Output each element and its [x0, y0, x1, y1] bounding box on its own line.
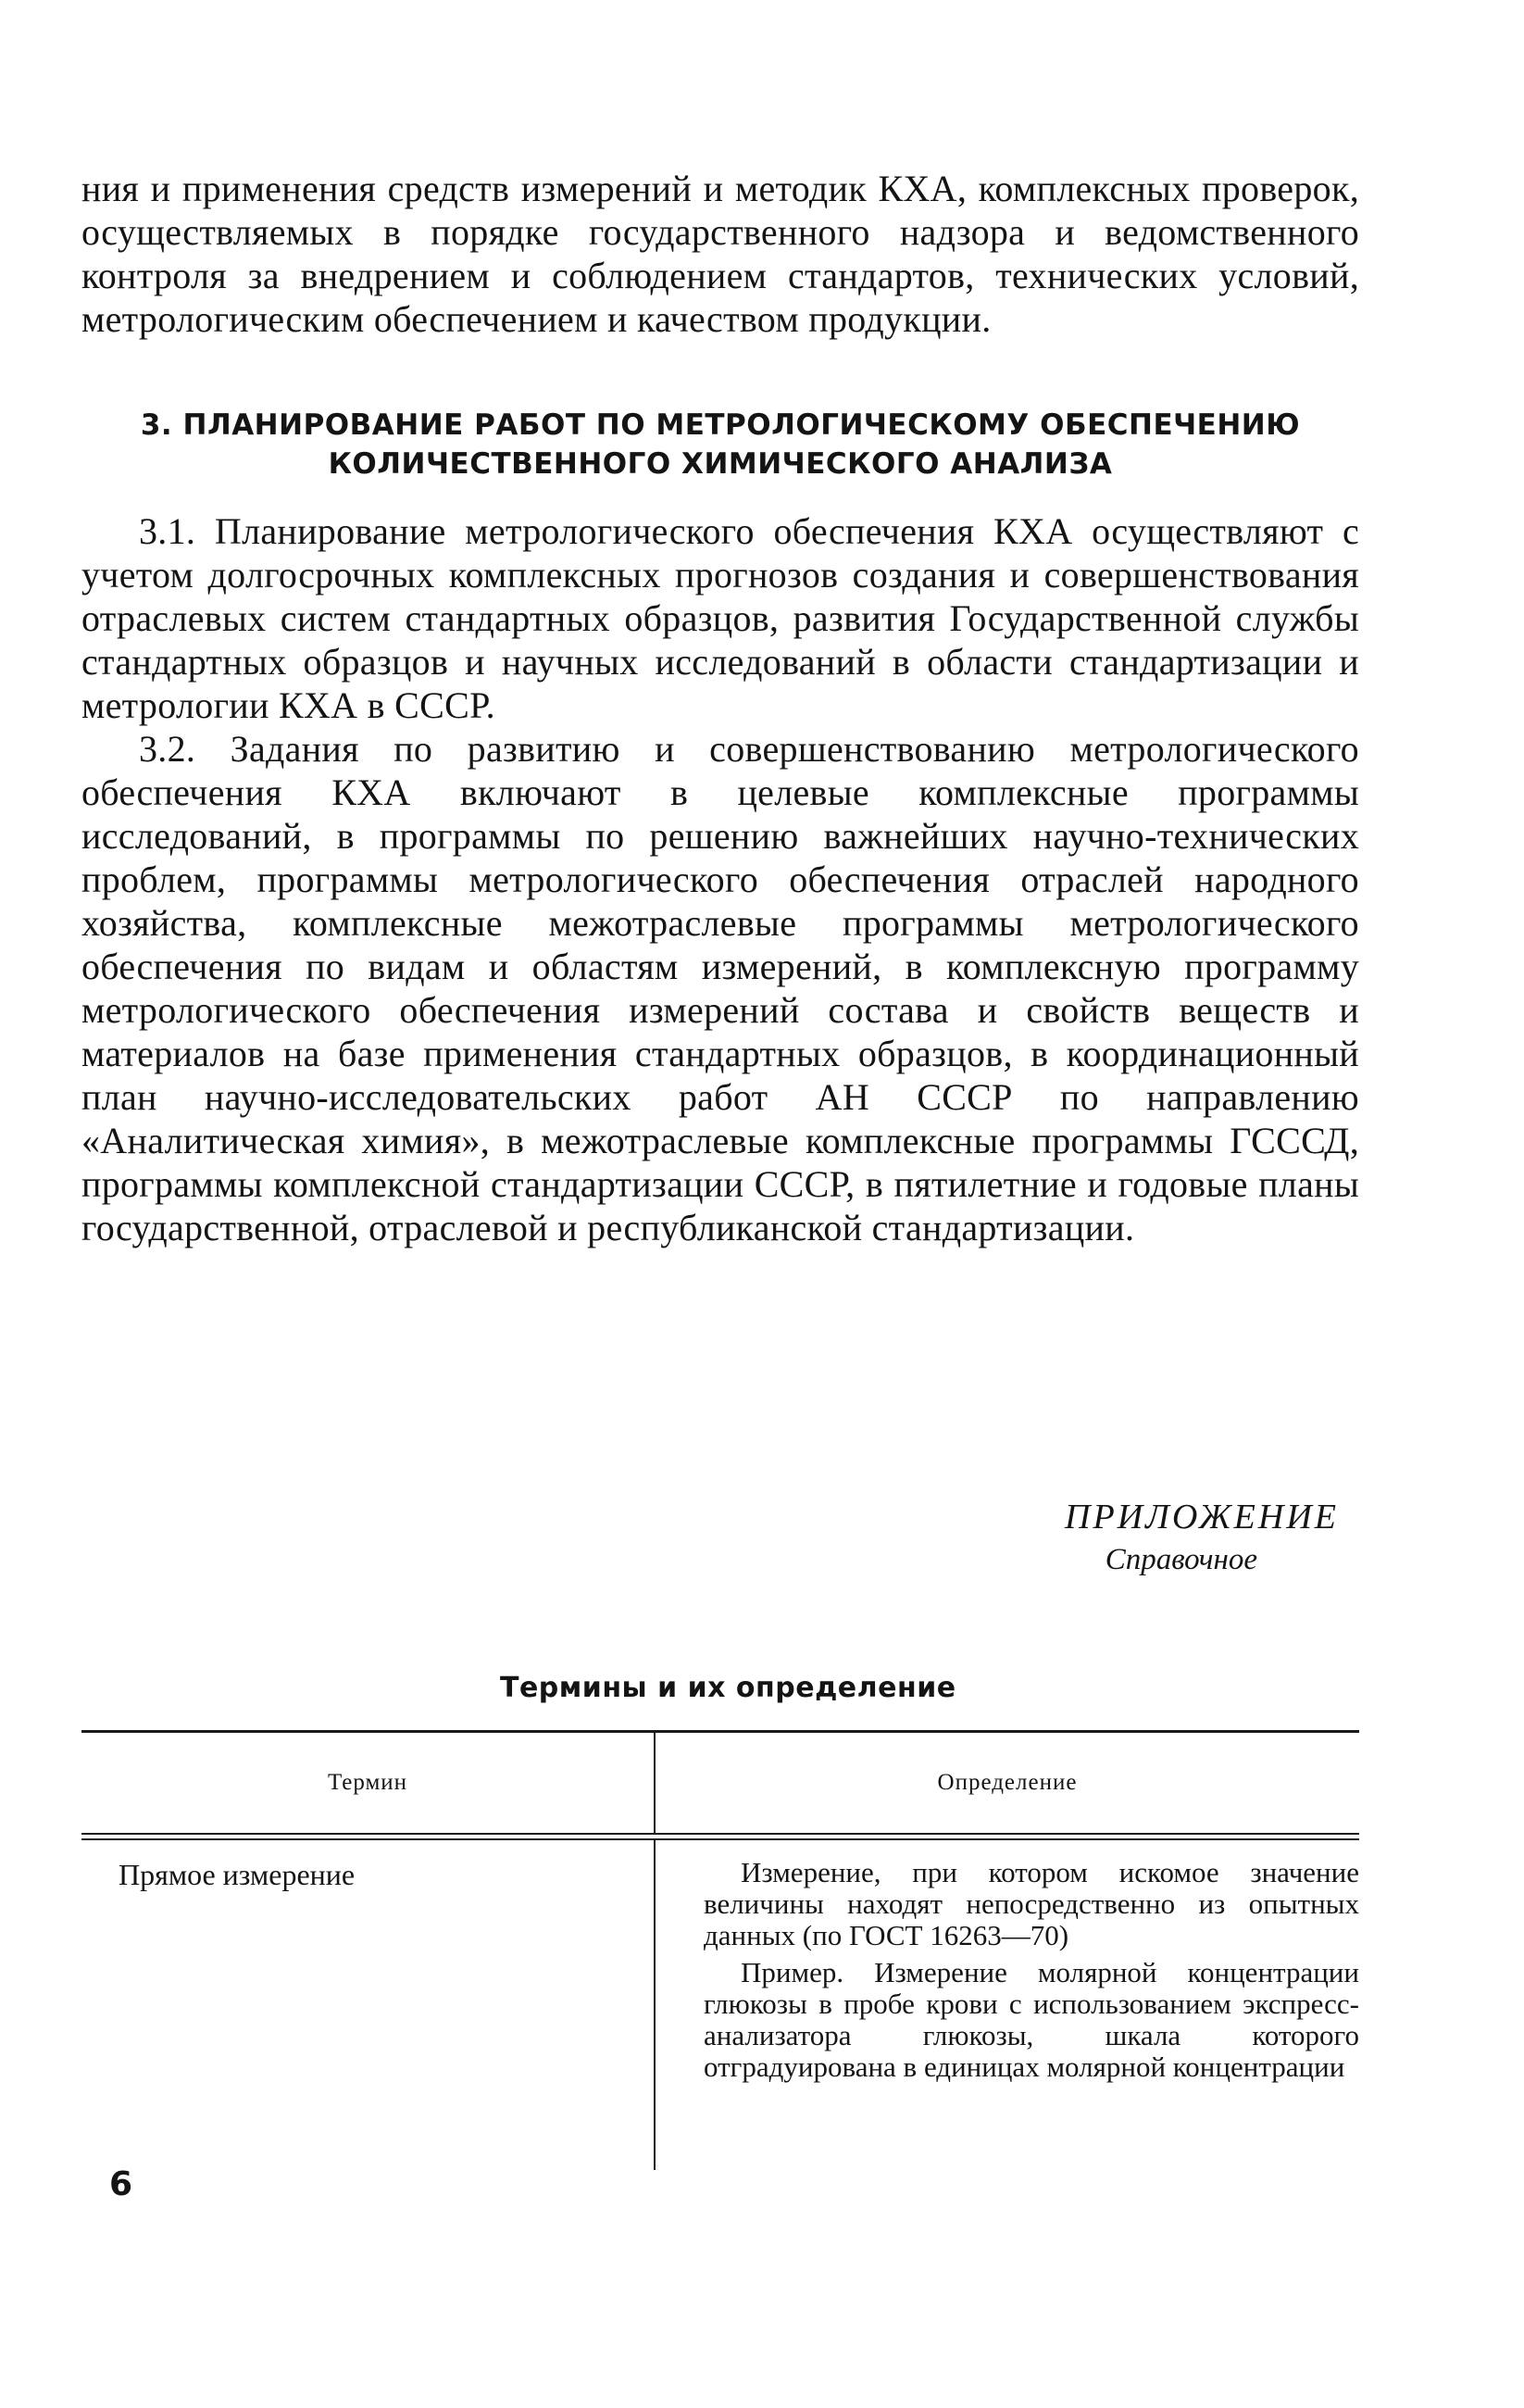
appendix-sublabel: Справочное — [1105, 1543, 1257, 1576]
terms-table — [81, 1730, 1359, 2170]
page-body — [81, 167, 1359, 1249]
section-title-line2: КОЛИЧЕСТВЕННОГО ХИМИЧЕСКОГО АНАЛИЗА — [328, 447, 1113, 481]
page-number: 6 — [109, 2165, 133, 2203]
definition-cell — [656, 1840, 1359, 2170]
table-header-row — [81, 1733, 1359, 1833]
table-title: Термины и их определение — [500, 1672, 956, 1704]
section-title — [81, 406, 1359, 483]
paragraph-3-2: 3.2. Задания по развитию и совершенствованию метрологического обеспечения КХА включают в целевые комплексные программы исследований, в программы по решению важнейших научно-технических проблем, программы метрологического обеспечения отраслей народного хозяйства, комплексные межотраслевые программы метрологического обеспечения по видам и областям измерений, в комплексную программу метрологического обеспечения измерений состава и свойств веществ и материалов на базе применения стандартных образцов, в координационный план научно-исследовательских работ АН СССР по направлению «Аналитическая химия», в межотраслевые комплексные программы ГСССД, программы комплексной стандартизации СССР, в пятилетние и годовые планы государственной, отраслевой и республиканской стандартизации. — [81, 728, 1359, 1248]
intro-paragraph: ния и применения средств измерений и методик КХА, комплексных проверок, осуществляемых в порядке государственного надзора и ведомственного контроля за внедрением и соблюдением стандартов, технических условий, метрологическим обеспечением и качеством продукции. — [81, 168, 1359, 340]
paragraph-3-1: 3.1. Планирование метрологического обеспечения КХА осуществляют с учетом долгосрочных комплексных прогнозов создания и совершенствования отраслевых систем стандартных образцов, развития Государственной службы стандартных образцов и научных исследований в области стандартизации и метрологии КХА в СССР. — [81, 510, 1359, 726]
table-row — [81, 1840, 1359, 2170]
section-title-line1: 3. ПЛАНИРОВАНИЕ РАБОТ ПО МЕТРОЛОГИЧЕСКОМУ ОБЕСПЕЧЕНИЮ — [140, 408, 1301, 442]
term-cell: Прямое измерение — [81, 1840, 656, 2170]
definition-example: Пример. Измерение молярной концентрации глюкозы в пробе крови с использованием экспресс-анализатора глюкозы, шкала которого отградуирована в единицах молярной концентрации — [704, 1956, 1359, 2083]
header-term: Термин — [81, 1733, 656, 1833]
definition-text: Измерение, при котором искомое значение величины находят непосредственно из опытных данных (по ГОСТ 16263—70) — [704, 1856, 1359, 1951]
appendix-label: ПРИЛОЖЕНИЕ — [1065, 1498, 1339, 1536]
appendix-heading — [1065, 1496, 1339, 1581]
table-header-rule — [81, 1833, 1359, 1840]
header-definition: Определение — [937, 1770, 1078, 1795]
